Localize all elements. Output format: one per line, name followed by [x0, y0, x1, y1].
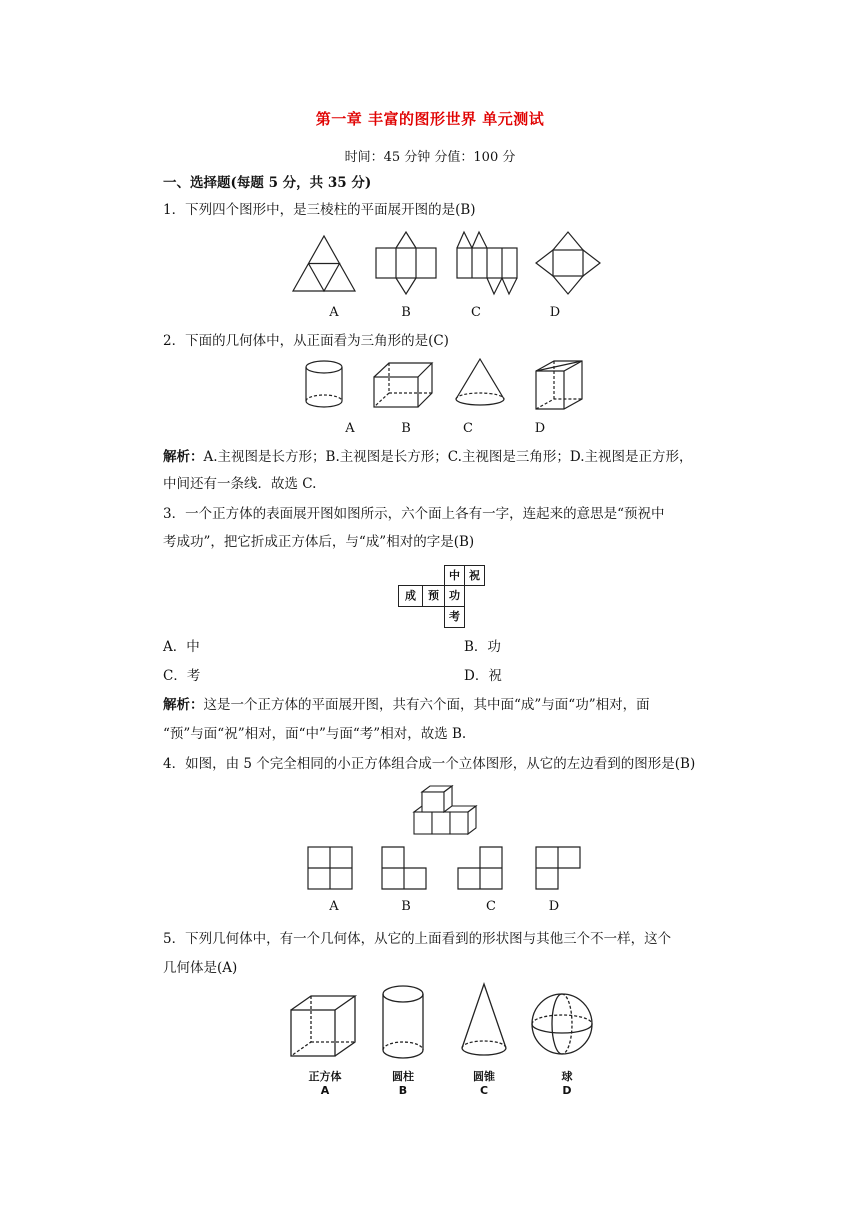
net-face-cheng: 成 [398, 585, 423, 607]
q1-label-b: B [401, 305, 411, 320]
q1-figure-a [293, 236, 355, 291]
q4-option-a-figure [308, 847, 352, 889]
q2-prism [536, 361, 582, 409]
net-face-zhong: 中 [444, 565, 465, 586]
q4-label-a: A [329, 899, 339, 914]
q4-options [300, 845, 590, 893]
q3-option-d: D．祝 [464, 668, 502, 684]
q3-analysis-line2: “预”与面“祝”相对，面“中”与面“考”相对，故选 B. [163, 726, 467, 742]
net-face-yu: 预 [422, 585, 445, 607]
question-2: 2．下面的几何体中，从正面看为三角形的是(C) [163, 333, 449, 349]
q3-option-c: C．考 [163, 668, 201, 684]
q1-label-a: A [329, 305, 339, 320]
q4-option-d-figure [536, 847, 580, 889]
exam-meta: 时间：45 分钟 分值：100 分 [344, 150, 516, 165]
q1-label-c: C [471, 305, 481, 320]
question-1: 1．下列四个图形中，是三棱柱的平面展开图的是(B) [163, 202, 476, 218]
q5-name-cone: 圆锥 [473, 1070, 495, 1083]
q1-figure-d [536, 232, 600, 294]
q2-analysis-line1 [163, 447, 693, 467]
q4-label-d: D [548, 899, 560, 914]
net-face-zhu: 祝 [464, 565, 485, 586]
q5-name-cube: 正方体 [308, 1070, 342, 1083]
q5-cube [291, 996, 355, 1056]
question-5-line1: 5．下列几何体中，有一个几何体，从它的上面看到的形状图与其他三个不一样，这个 [163, 931, 672, 947]
question-3-line1: 3．一个正方体的表面展开图如图所示，六个面上各有一字，连起来的意思是“预祝中 [163, 506, 665, 522]
q5-label-a: A [320, 1084, 330, 1097]
page-title: 第一章 丰富的图形世界 单元测试 [315, 110, 545, 128]
q5-sphere [532, 994, 592, 1054]
q3-option-a: A．中 [163, 639, 200, 655]
q2-cuboid [374, 363, 432, 407]
q5-cone [462, 984, 506, 1055]
net-face-gong: 功 [444, 585, 465, 607]
q5-label-c: C [479, 1084, 489, 1097]
analysis-tag: 解析： [163, 449, 204, 465]
q4-label-c: C [486, 899, 496, 914]
q2-label-a: A [345, 421, 355, 436]
net-face-kao: 考 [444, 606, 465, 628]
q3-analysis-line1 [163, 695, 650, 715]
q5-name-sphere: 球 [561, 1070, 573, 1083]
question-4: 4．如图，由 5 个完全相同的小正方体组合成一个立体图形，从它的左边看到的图形是(B) [163, 756, 696, 772]
q4-solid [412, 784, 482, 838]
q1-figures [285, 228, 605, 300]
section-heading: 一、选择题(每题 5 分，共 35 分) [163, 175, 372, 191]
q4-label-b: B [401, 899, 411, 914]
q3-cube-net [398, 565, 488, 629]
question-3-line2: 考成功”，把它折成正方体后，与“成”相对的字是(B) [163, 534, 475, 550]
analysis-tag: 解析： [163, 697, 204, 713]
q4-option-b-figure [382, 847, 426, 889]
analysis-text: 这是一个正方体的平面展开图，共有六个面，其中面“成”与面“功”相对，面 [203, 697, 650, 713]
q2-cone [456, 359, 504, 405]
q5-label-b: B [398, 1084, 408, 1097]
q2-cylinder [306, 361, 342, 407]
q3-option-b: B．功 [464, 639, 501, 655]
q5-cylinder [383, 986, 423, 1058]
q1-figure-b [376, 232, 436, 294]
analysis-text: A.主视图是长方形；B.主视图是长方形；C.主视图是三角形；D.主视图是正方形， [203, 449, 693, 465]
q5-label-d: D [562, 1084, 572, 1097]
q2-label-c: C [463, 421, 473, 436]
q4-option-c-figure [458, 847, 502, 889]
q2-figures [298, 355, 598, 417]
q2-label-d: D [534, 421, 546, 436]
question-5-line2: 几何体是(A) [163, 960, 238, 976]
q1-figure-c [457, 232, 517, 294]
q2-analysis-line2: 中间还有一条线．故选 C. [163, 476, 317, 492]
q1-label-d: D [549, 305, 561, 320]
q5-name-cylinder: 圆柱 [392, 1070, 414, 1083]
q2-label-b: B [401, 421, 411, 436]
q5-figures [285, 980, 605, 1066]
